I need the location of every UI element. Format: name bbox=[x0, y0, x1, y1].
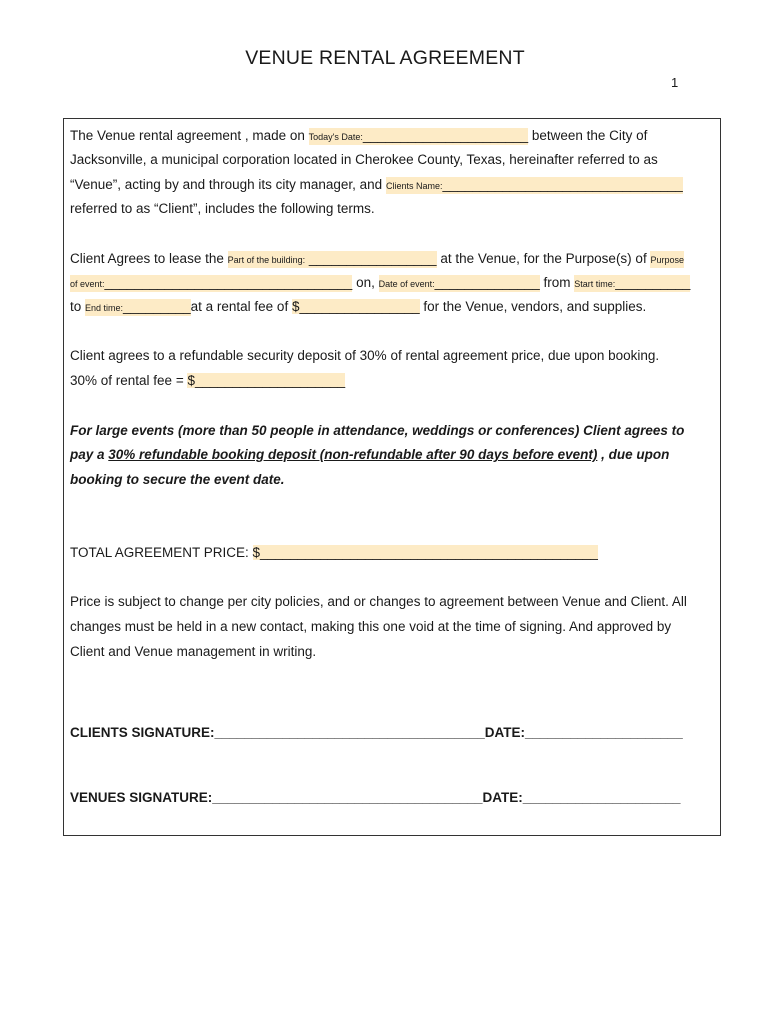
document-title: VENUE RENTAL AGREEMENT bbox=[245, 47, 525, 69]
start-time-field[interactable] bbox=[574, 275, 690, 292]
venue-signature-line[interactable]: VENUES SIGNATURE:____________________________________DATE:_____________________ bbox=[70, 790, 681, 805]
todays-date-field[interactable] bbox=[309, 128, 528, 145]
part-of-building-field[interactable] bbox=[228, 251, 437, 268]
p5-line2: changes must be held in a new contact, making this one void at the time of signing. And approved by bbox=[70, 619, 672, 634]
p4-text: , due upon bbox=[597, 447, 670, 462]
total-price-field[interactable] bbox=[253, 545, 598, 560]
date-of-event-field[interactable] bbox=[379, 275, 540, 292]
p5-line1: Price is subject to change per city policies, and or changes to agreement between Venue and Client. All bbox=[70, 594, 687, 609]
start-time-blank: __________ bbox=[615, 275, 691, 290]
p2-text: for the Venue, vendors, and supplies. bbox=[419, 299, 647, 314]
purpose-label-continued: of event: bbox=[70, 279, 105, 289]
deposit-blank: $____________________ bbox=[187, 373, 346, 388]
p2-line1 bbox=[70, 250, 684, 268]
p4-line1: For large events (more than 50 people in attendance, weddings or conferences) Client agrees to bbox=[70, 423, 685, 438]
part-of-building-blank: _________________ bbox=[305, 251, 437, 266]
end-time-blank: _________ bbox=[123, 299, 191, 314]
purpose-field-continued[interactable] bbox=[70, 275, 352, 292]
client-signature-line[interactable]: CLIENTS SIGNATURE:____________________________________DATE:_____________________ bbox=[70, 725, 683, 740]
clients-name-blank: ________________________________ bbox=[442, 177, 683, 192]
p1-line1 bbox=[70, 127, 647, 145]
p3-text: 30% of rental fee = bbox=[70, 373, 188, 388]
date-of-event-blank: ______________ bbox=[434, 275, 540, 290]
p4-text: pay a bbox=[70, 447, 109, 462]
p2-text: at the Venue, for the Purpose(s) of bbox=[436, 251, 651, 266]
end-time-field[interactable] bbox=[85, 299, 191, 316]
deposit-field[interactable] bbox=[187, 373, 345, 388]
p2-line2 bbox=[70, 274, 690, 292]
p2-text: to bbox=[70, 299, 86, 314]
p1-line3 bbox=[70, 176, 683, 194]
date-of-event-label: Date of event: bbox=[378, 279, 435, 289]
total-price-blank: $_____________________________________________ bbox=[252, 545, 598, 560]
rental-fee-blank: $________________ bbox=[291, 299, 420, 314]
total-label: TOTAL AGREEMENT PRICE: bbox=[70, 545, 253, 560]
p1-text: between the City of bbox=[528, 128, 648, 143]
p5-line3: Client and Venue management in writing. bbox=[70, 644, 317, 659]
part-of-building-label: Part of the building: bbox=[227, 255, 306, 265]
p3-line1: Client agrees to a refundable security deposit of 30% of rental agreement price, due upon booking. bbox=[70, 348, 660, 363]
purpose-field[interactable] bbox=[650, 251, 684, 268]
rental-fee-field[interactable] bbox=[292, 299, 420, 314]
p2-line3 bbox=[70, 298, 646, 316]
todays-date-blank: ______________________ bbox=[362, 128, 529, 143]
p2-text: from bbox=[539, 275, 575, 290]
p1-text: “Venue”, acting by and through its city manager, and bbox=[70, 177, 386, 192]
p3-line2 bbox=[70, 372, 345, 390]
p4-underlined-text: 30% refundable booking deposit (non-refundable after 90 days before event) bbox=[108, 447, 598, 462]
total-line bbox=[70, 544, 598, 562]
p1-line2: Jacksonville, a municipal corporation located in Cherokee County, Texas, hereinafter referred to as bbox=[70, 152, 658, 167]
purpose-blank: _________________________________ bbox=[104, 275, 353, 290]
start-time-label: Start time: bbox=[574, 279, 616, 289]
page-number: 1 bbox=[671, 75, 679, 90]
clients-name-field[interactable] bbox=[386, 177, 683, 194]
todays-date-label: Today's Date: bbox=[308, 132, 363, 142]
p2-text: at a rental fee of bbox=[190, 299, 292, 314]
p4-line3: booking to secure the event date. bbox=[70, 472, 285, 487]
p2-text: Client Agrees to lease the bbox=[70, 251, 228, 266]
purpose-label: Purpose bbox=[650, 255, 684, 265]
p4-line2 bbox=[70, 446, 669, 464]
p1-line4: referred to as “Client”, includes the following terms. bbox=[70, 201, 375, 216]
p1-text: The Venue rental agreement , made on bbox=[70, 128, 309, 143]
clients-name-label: Clients Name: bbox=[385, 181, 443, 191]
end-time-label: End time: bbox=[85, 303, 124, 313]
p2-text: on, bbox=[352, 275, 379, 290]
